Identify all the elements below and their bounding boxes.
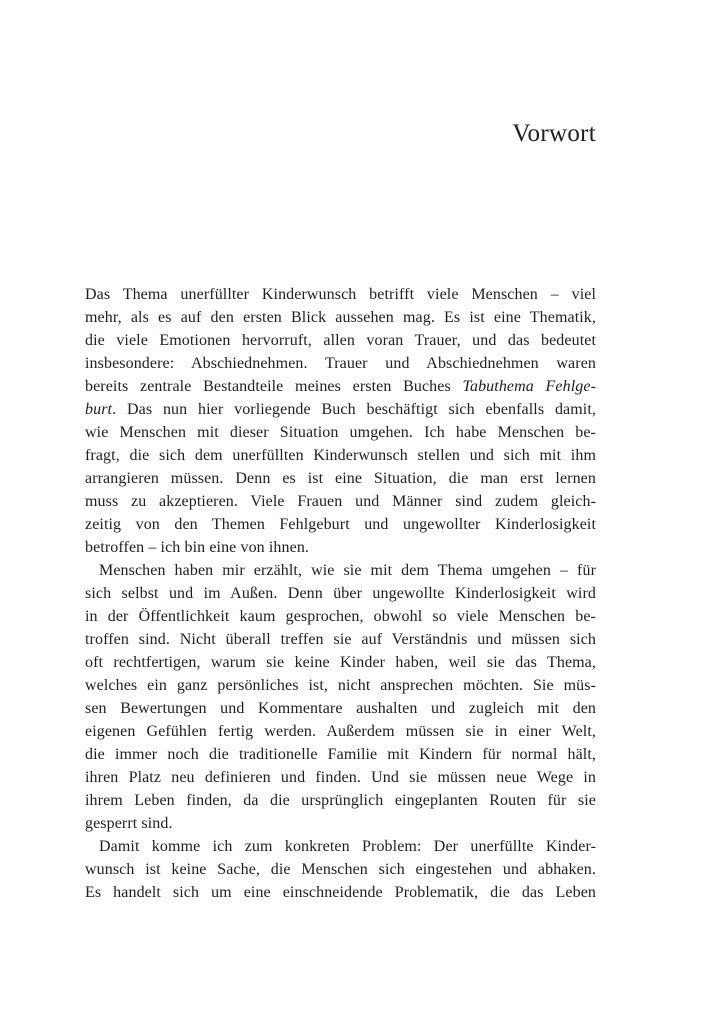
text-line xyxy=(85,697,596,720)
text-line xyxy=(85,858,596,881)
text-run: eigenen Gefühlen fertig werden. Außerdem müssen sie in einer Welt, xyxy=(85,723,596,740)
book-title-italic: burt xyxy=(85,401,113,418)
text-run: welches ein ganz persönliches ist, nicht ansprechen möchten. Sie müs- xyxy=(85,677,596,694)
text-run: gesperrt sind. xyxy=(85,815,173,832)
text-run: muss zu akzeptieren. Viele Frauen und Männer sind zudem gleich- xyxy=(85,493,596,510)
text-line xyxy=(85,306,596,329)
text-line xyxy=(85,743,596,766)
text-run: bereits zentrale Bestandteile meines ersten Buches xyxy=(85,378,463,395)
text-line xyxy=(85,605,596,628)
text-line xyxy=(85,398,596,421)
text-line xyxy=(85,536,596,559)
text-line xyxy=(85,283,596,306)
text-line xyxy=(85,444,596,467)
text-run: mehr, als es auf den ersten Blick aussehen mag. Es ist eine Thematik, xyxy=(85,309,596,326)
text-run: oft rechtfertigen, warum sie keine Kinder haben, weil sie das Thema, xyxy=(85,654,596,671)
text-line xyxy=(85,582,596,605)
text-line xyxy=(85,835,596,858)
text-run: fragt, die sich dem unerfüllten Kinderwunsch stellen und sich mit ihm xyxy=(85,447,596,464)
text-line xyxy=(85,352,596,375)
text-run: ihrem Leben finden, da die ursprünglich eingeplanten Routen für sie xyxy=(85,792,596,809)
text-line xyxy=(85,490,596,513)
text-line xyxy=(85,651,596,674)
text-run: Menschen haben mir erzählt, wie sie mit dem Thema umgehen – für xyxy=(99,562,596,579)
text-line xyxy=(85,766,596,789)
text-line xyxy=(85,559,596,582)
text-run: betroffen – ich bin eine von ihnen. xyxy=(85,539,310,556)
text-run: Das Thema unerfüllter Kinderwunsch betrifft viele Menschen – viel xyxy=(85,286,596,303)
text-line xyxy=(85,881,596,904)
text-line xyxy=(85,421,596,444)
body-text xyxy=(85,283,596,904)
text-run: arrangieren müssen. Denn es ist eine Situation, die man erst lernen xyxy=(85,470,596,487)
text-line xyxy=(85,628,596,651)
text-line xyxy=(85,467,596,490)
text-run: die immer noch die traditionelle Familie mit Kindern für normal hält, xyxy=(85,746,596,763)
text-run: in der Öffentlichkeit kaum gesprochen, obwohl so viele Menschen be- xyxy=(85,608,596,625)
text-run: Damit komme ich zum konkreten Problem: Der unerfüllte Kinder- xyxy=(99,838,596,855)
book-title-italic: Tabuthema Fehlge- xyxy=(462,378,596,395)
chapter-heading: Vorwort xyxy=(512,120,596,147)
text-run: . Das nun hier vorliegende Buch beschäftigt sich ebenfalls damit, xyxy=(112,401,596,418)
text-line xyxy=(85,513,596,536)
text-run: sen Bewertungen und Kommentare aushalten und zugleich mit den xyxy=(85,700,596,717)
text-run: zeitig von den Themen Fehlgeburt und ungewollter Kinderlosigkeit xyxy=(85,516,596,533)
text-run: sich selbst und im Außen. Denn über ungewollte Kinderlosigkeit wird xyxy=(85,585,596,602)
text-run: wie Menschen mit dieser Situation umgehen. Ich habe Menschen be- xyxy=(85,424,596,441)
text-run: insbesondere: Abschiednehmen. Trauer und Abschiednehmen waren xyxy=(85,355,596,372)
text-line xyxy=(85,674,596,697)
text-line xyxy=(85,375,596,398)
text-line xyxy=(85,720,596,743)
text-line xyxy=(85,329,596,352)
text-line xyxy=(85,812,596,835)
text-run: ihren Platz neu definieren und finden. Und sie müssen neue Wege in xyxy=(85,769,596,786)
text-run: wunsch ist keine Sache, die Menschen sich eingestehen und abhaken. xyxy=(85,861,596,878)
text-line xyxy=(85,789,596,812)
text-run: troffen sind. Nicht überall treffen sie auf Verständnis und müssen sich xyxy=(85,631,596,648)
text-run: die viele Emotionen hervorruft, allen voran Trauer, und das bedeutet xyxy=(85,332,596,349)
text-run: Es handelt sich um eine einschneidende Problematik, die das Leben xyxy=(85,884,596,901)
